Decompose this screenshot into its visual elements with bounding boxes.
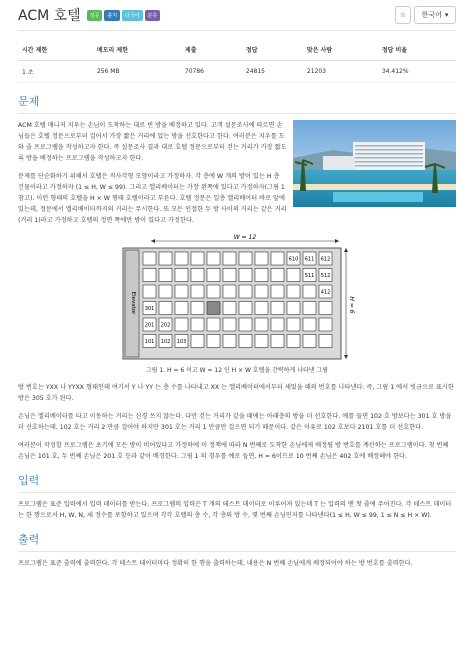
col-memory-limit: 메모리 제한 <box>93 39 181 61</box>
problem-paragraph-1: ACM 호텔 매니저 지우는 손님이 도착하는 대로 빈 방을 배정하고 있다. 고객 설문조사에 따르면 손님들은 호텔 정문으로부터 걸어서 가장 짧은 거리에 있는 방을 선호한다고 한다. 여러분은 지우를 도와 줄 프로그램을 작성하고자 한다. 즉 설문조사 결과 대로 호텔 정문으로부터 걷는 거리가 가장 짧도록 방을 배정하는 프로그램을 작성하고자 한다. <box>18 122 287 162</box>
room-cell <box>271 318 284 331</box>
stats-table <box>18 39 456 83</box>
badge-category[interactable]: 분류 <box>145 10 161 21</box>
room-cell <box>303 335 316 348</box>
room-cell <box>191 335 204 348</box>
room-cell <box>239 269 252 282</box>
room-cell <box>271 269 284 282</box>
language-label: 한국어 <box>421 11 442 19</box>
room-cell <box>223 252 236 265</box>
col-ratio: 정답 비율 <box>378 39 456 61</box>
room-cell <box>271 285 284 298</box>
language-select[interactable] <box>414 6 456 24</box>
room-cell <box>223 302 236 315</box>
room-cell <box>191 318 204 331</box>
room-label: 512 <box>320 273 331 279</box>
section-problem-heading: 문제 <box>18 93 456 114</box>
col-submissions: 제출 <box>181 39 242 61</box>
room-cell <box>239 285 252 298</box>
room-cell <box>255 285 268 298</box>
room-cell <box>207 285 220 298</box>
problem-paragraph-2: 문제를 단순화하기 위해서 호텔은 직사각형 모양이라고 가정하자. 각 층에 W 개의 방이 있는 H 층 건물이라고 가정하자 (1 ≤ H, W ≤ 99). 그리고 엘리베이터는 가장 왼쪽에 있다고 가정하자(그림 1 참고). 이런 형태의 호텔을 H × W 형태 호텔이라고 부른다. 호텔 정문은 일층 엘리베이터 바로 앞에 있는데, 정문에서 엘리베이터까지의 거리는 무시한다. 또 모든 인접한 두 방 사이의 거리는 같은 거리(거리 1)라고 가정하고 호텔의 정면 쪽에만 방이 있다고 가정한다. <box>18 173 287 224</box>
room-cell <box>159 302 172 315</box>
room-cell <box>287 302 300 315</box>
room-cell <box>319 335 332 348</box>
room-cell <box>223 318 236 331</box>
room-cell <box>271 302 284 315</box>
figure-1 <box>18 233 456 363</box>
room-cell <box>143 285 156 298</box>
room-cell <box>175 302 188 315</box>
room-cell <box>159 269 172 282</box>
room-cell <box>207 335 220 348</box>
badge-multilang[interactable]: 다국어 <box>122 10 143 21</box>
room-label: 511 <box>304 273 315 279</box>
header-actions <box>395 6 456 24</box>
room-cell <box>191 285 204 298</box>
room-cell <box>255 269 268 282</box>
room-cell <box>175 269 188 282</box>
room-cell <box>287 285 300 298</box>
star-icon[interactable]: ☆ <box>395 6 411 24</box>
room-cell <box>223 285 236 298</box>
room-cell <box>223 269 236 282</box>
room-cell <box>239 335 252 348</box>
height-label: H = 6 <box>348 296 355 314</box>
room-cell <box>239 318 252 331</box>
col-accepted: 정답 <box>242 39 303 61</box>
room-cell <box>191 269 204 282</box>
room-label: 103 <box>176 339 187 345</box>
width-label: W = 12 <box>233 234 257 241</box>
room-cell <box>255 302 268 315</box>
problem-paragraph-4: 손님은 엘리베이터를 타고 이동하는 거리는 신경 쓰지 않는다. 다만 걷는 거리가 같을 때에는 아래층의 방을 더 선호한다. 예를 들면 102 호 방보다는 301 호 방을 더 선호하는데, 102 호는 거리 2 만큼 걸어야 하지만 301 호는 거리 1 만큼만 걸으면 되기 때문이다. 같은 이유로 102 호보다 2101 호를 더 선호한다. <box>18 413 452 431</box>
room-cell <box>319 318 332 331</box>
room-cell <box>303 302 316 315</box>
room-label: 101 <box>144 339 155 345</box>
accepted-value[interactable]: 24815 <box>242 61 303 83</box>
ratio-value: 34.412% <box>378 61 456 83</box>
problem-title: ACM 호텔 <box>18 8 81 24</box>
room-cell <box>159 285 172 298</box>
section-input-heading: 입력 <box>18 472 456 493</box>
room-cell <box>287 269 300 282</box>
room-cell <box>159 252 172 265</box>
room-cell <box>207 269 220 282</box>
room-cell <box>191 252 204 265</box>
problem-header <box>18 0 456 31</box>
elevator-label: Elevator <box>130 291 136 315</box>
room-label: 412 <box>320 289 331 296</box>
submissions-value[interactable]: 70786 <box>181 61 242 83</box>
room-label: 301 <box>144 306 155 312</box>
stats-header-row <box>18 39 456 61</box>
room-cell <box>175 318 188 331</box>
problem-paragraph-3: 방 번호는 YXX 나 YYXX 형태인데 여기서 Y 나 YY 는 층 수를 나타내고 XX 는 엘리베이터에서부터 세었을 때의 번호를 나타낸다. 즉, 그림 1 에서 빗금으로 표시한 방은 305 호가 된다. <box>18 384 454 402</box>
room-cell <box>287 318 300 331</box>
room-cell <box>239 252 252 265</box>
room-label: 610 <box>288 256 299 263</box>
badge-success[interactable]: 성공 <box>87 10 103 21</box>
room-cell <box>175 285 188 298</box>
room-cell-hatched <box>207 302 220 315</box>
hotel-photo <box>293 120 456 207</box>
room-cell <box>143 269 156 282</box>
room-label: 102 <box>160 339 171 345</box>
badge-source[interactable]: 출처 <box>104 10 120 21</box>
memory-limit-value: 256 MB <box>93 61 181 83</box>
room-label: 202 <box>160 322 171 329</box>
room-cell <box>287 335 300 348</box>
hotel-image <box>293 120 456 207</box>
col-time-limit: 시간 제한 <box>18 39 93 61</box>
room-cell <box>271 252 284 265</box>
room-cell <box>207 252 220 265</box>
stats-row <box>18 61 456 83</box>
room-cell <box>255 252 268 265</box>
time-limit-value: 1 초 <box>18 61 93 83</box>
problem-paragraph-5: 여러분이 작성할 프로그램은 초기에 모든 방이 비어있다고 가정하에 이 정책에 따라 N 번째로 도착한 손님에게 배정될 방 번호를 계산하는 프로그램이다. 첫 번째 손님은 101 호, 두 번째 손님은 201 호 등과 같이 배정한다. 그림 1 의 경우를 예로 들면, H = 6이므로 10 번째 손님은 402 호에 배정해야 한다. <box>18 442 449 460</box>
room-cell <box>303 318 316 331</box>
output-paragraph: 프로그램은 표준 출력에 출력한다. 각 테스트 데이터마다 정확히 한 행을 출력하는데, 내용은 N 번째 손님에게 배정되어야 하는 방 번호를 출력한다. <box>18 560 413 567</box>
section-output-heading: 출력 <box>18 531 456 552</box>
room-label: 611 <box>304 256 315 263</box>
col-solvers: 맞은 사람 <box>303 39 378 61</box>
input-paragraph: 프로그램은 표준 입력에서 입력 데이터를 받는다. 프로그램의 입력은 T 개의 테스트 데이터로 이루어져 있는데 T 는 입력의 맨 첫 줄에 주어진다. 각 테스트 데이터는 한 행으로서 H, W, N, 세 정수를 포함하고 있으며 각각 호텔의 층 수, 각 층의 방 수, 몇 번째 손님인지를 나타낸다(1 ≤ H, W ≤ 99, 1 ≤ N ≤ H × W). <box>18 501 452 519</box>
room-cell <box>175 252 188 265</box>
solvers-value[interactable]: 21203 <box>303 61 378 83</box>
room-cell <box>303 285 316 298</box>
chevron-down-icon: ▾ <box>444 11 449 19</box>
room-cell <box>239 302 252 315</box>
figure-caption: 그림 1. H = 6 이고 W = 12 인 H × W 호텔을 간략하게 나타낸 그림 <box>145 367 329 374</box>
room-cell <box>271 335 284 348</box>
room-cell <box>143 252 156 265</box>
room-cell <box>319 302 332 315</box>
room-label: 612 <box>320 256 331 263</box>
room-cell <box>255 335 268 348</box>
room-cell <box>191 302 204 315</box>
room-cell <box>223 335 236 348</box>
room-label: 201 <box>144 322 155 329</box>
hotel-diagram <box>121 233 353 363</box>
room-cell <box>255 318 268 331</box>
room-cell <box>207 318 220 331</box>
